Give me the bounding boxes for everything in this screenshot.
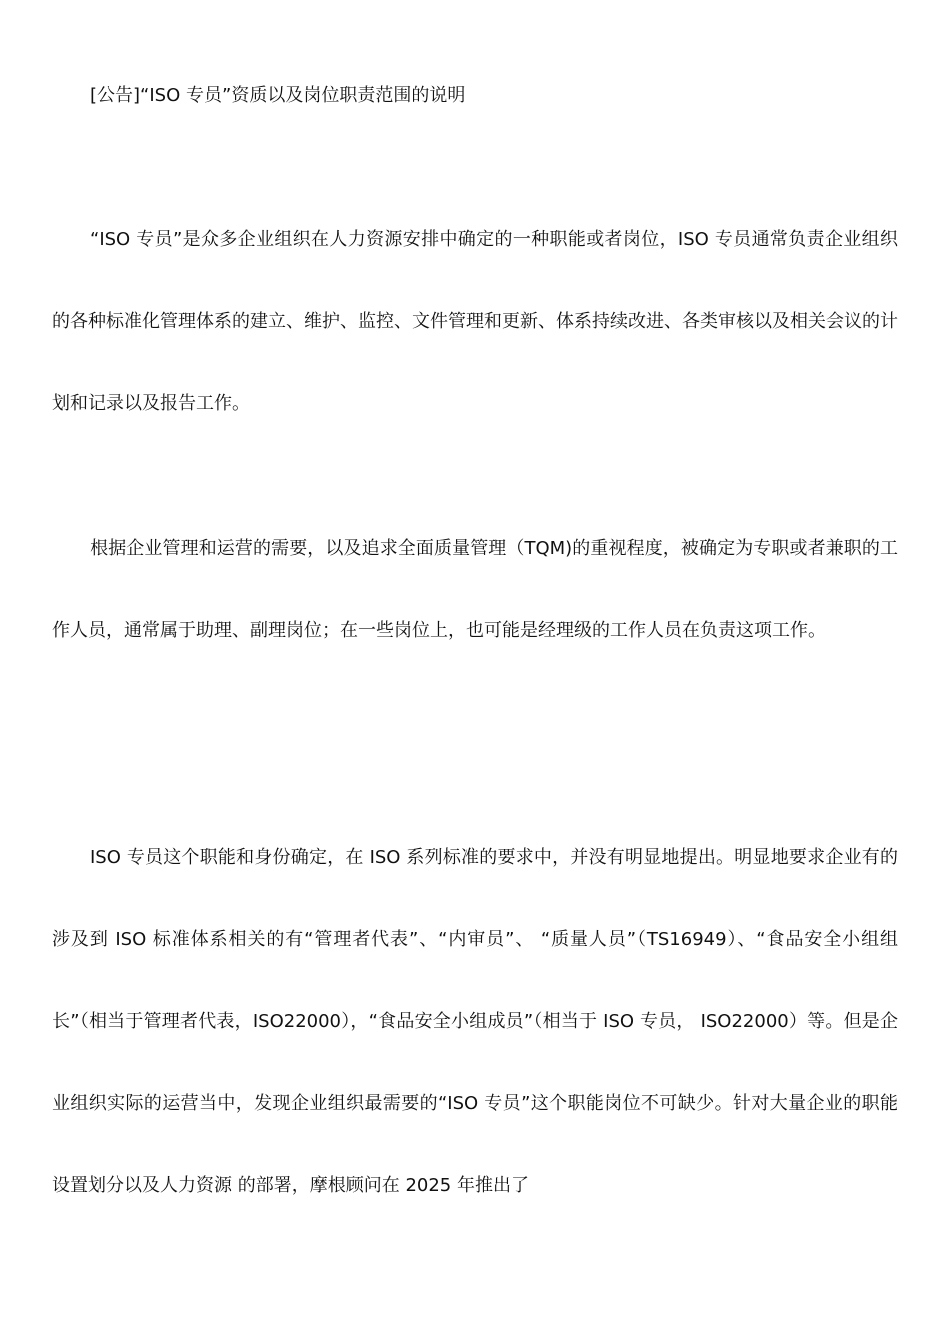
paragraph-standard-requirements	[52, 817, 898, 1227]
paragraph-text: “ISO 专员”是众多企业组织在人力资源安排中确定的一种职能或者岗位，ISO 专员通常负责企业组织的各种标准化管理体系的建立、维护、监控、文件管理和更新、体系持续改进、各类审核以及相关会议的计划和记录以及报告工作。	[52, 229, 898, 414]
paragraph-iso-specialist-definition	[52, 199, 898, 445]
paragraph-staffing-levels	[52, 508, 898, 672]
document-title: [公告]“ISO 专员”资质以及岗位职责范围的说明	[90, 85, 466, 106]
paragraph-text: 根据企业管理和运营的需要，以及追求全面质量管理（TQM)的重视程度，被确定为专职或者兼职的工作人员，通常属于助理、副理岗位；在一些岗位上，也可能是经理级的工作人员在负责这项工作。	[52, 538, 898, 641]
paragraph-text: ISO 专员这个职能和身份确定，在 ISO 系列标准的要求中，并没有明显地提出。明显地要求企业有的涉及到 ISO 标准体系相关的有“管理者代表”、“内审员”、 “质量人员”（TS16949）、“食品安全小组组长”（相当于管理者代表，ISO22000），“食品安全小组成员”（相当于 ISO 专员， ISO22000）等。但是企业组织实际的运营当中，发现企业组织最需要的“ISO 专员”这个职能岗位不可缺少。针对大量企业的职能设置划分以及人力资源 的部署，摩根顾问在 2025 年推出了	[52, 847, 898, 1196]
